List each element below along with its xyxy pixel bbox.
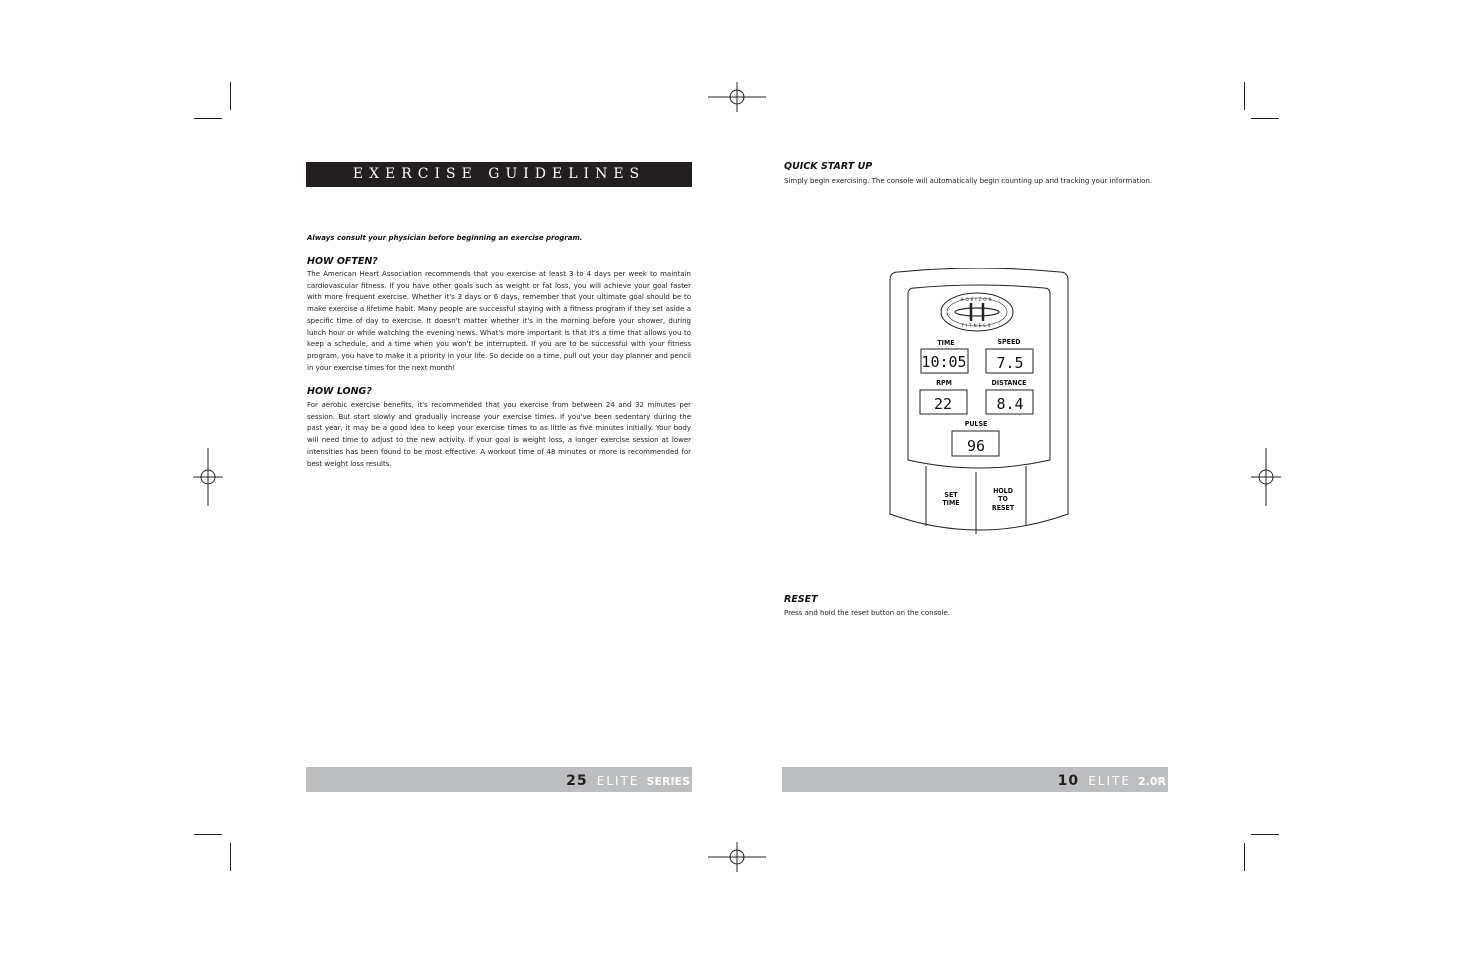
- speed-label: SPEED: [997, 338, 1021, 346]
- rpm-value: 22: [933, 395, 953, 413]
- distance-label: DISTANCE: [991, 379, 1027, 387]
- hold-reset-label-2: TO: [998, 495, 1008, 503]
- how-long-body: For aerobic exercise benefits, it's recommended that you exercise from between 24 and 32 minutes per session. But start slowly and gradually increase your exercise times. If you've been sedentary during the past year, it may be a good idea to keep your exercise times to as little as five minutes initially. Your body will need time to adjust to the new activity. If your goal is weight loss, a longer exercise session at lower intensities has been found to be most effective. A workout time of 48 minutes or more is recommended for best weight loss results.: [307, 401, 691, 468]
- footer-brand: ELITE: [1088, 774, 1131, 788]
- page-number: 10: [1057, 773, 1080, 789]
- how-long-heading: HOW LONG?: [307, 386, 372, 397]
- pulse-label: PULSE: [964, 420, 988, 428]
- rpm-label: RPM: [936, 379, 952, 387]
- reset-heading: RESET: [784, 594, 818, 605]
- set-time-label-1: SET: [944, 491, 958, 499]
- speed-value: 7.5: [996, 354, 1024, 372]
- left-footer: [306, 767, 692, 792]
- time-value: 10:05: [921, 353, 967, 371]
- quick-start-body: Simply begin exercising. The console will automatically begin counting up and tracking your information.: [784, 177, 1153, 185]
- distance-value: 8.4: [996, 395, 1024, 413]
- reset-body: Press and hold the reset button on the console.: [784, 609, 950, 617]
- how-often-heading: HOW OFTEN?: [307, 256, 378, 267]
- footer-brand: ELITE: [596, 774, 640, 788]
- set-time-label-2: TIME: [942, 499, 960, 507]
- caution-note: Always consult your physician before beginning an exercise program.: [307, 234, 583, 242]
- right-footer: [782, 767, 1168, 792]
- page-number: 25: [566, 773, 588, 789]
- footer-series: SERIES: [646, 775, 690, 788]
- footer-series: 2.0R: [1138, 775, 1166, 788]
- quick-start-heading: QUICK START UP: [784, 161, 873, 172]
- pulse-value: 96: [966, 437, 986, 455]
- logo-text-bottom: FITNESS: [961, 323, 993, 328]
- hold-reset-label-1: HOLD: [993, 487, 1013, 495]
- horizon-logo-icon: [941, 293, 1013, 331]
- hold-reset-label-3: RESET: [991, 504, 1015, 512]
- logo-text-top: HORIZON: [960, 297, 994, 302]
- time-label: TIME: [937, 339, 955, 347]
- console-illustration: [884, 268, 1074, 538]
- section-title: EXERCISE GUIDELINES: [306, 162, 692, 187]
- how-often-body: The American Heart Association recommends that you exercise at least 3 to 4 days per week to maintain cardiovascular fitness. If you have other goals such as weight or fat loss, you will achieve your goal faster with more frequent exercise. Whether it's 3 days or 6 days, remember that your ultimate goal should be to make exercise a lifetime habit. Many people are successful staying with a fitness program if they set aside a specific time of day to exercise. It doesn't matter whether it's in the morning before your shower, during lunch hour or while watching the evening news. What's more important is that it's a time that allows you to keep a schedule, and a time when you won't be interrupted. If you are to be successful with your fitness program, you have to make it a priority in your life. So decide on a time, pull out your day planner and pencil in your exercise times for the next month!: [307, 270, 691, 372]
